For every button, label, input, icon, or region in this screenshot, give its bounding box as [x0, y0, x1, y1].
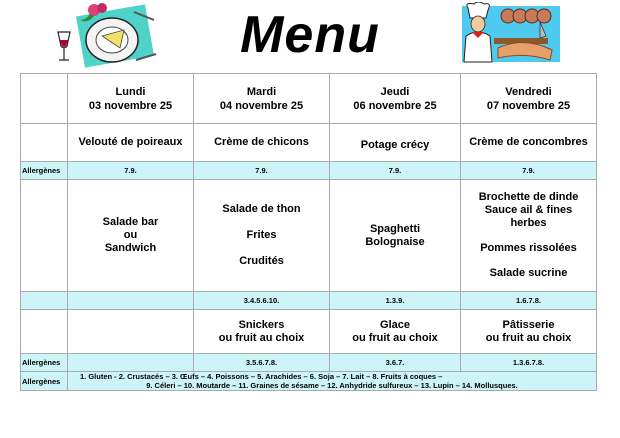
- dessert-allergens-row: [21, 354, 597, 372]
- dessert-line: ou fruit au choix: [352, 331, 438, 344]
- allergen-legend-row: [21, 372, 597, 391]
- day-name: Lundi: [115, 85, 146, 98]
- allergens-label: Allergènes: [21, 354, 68, 372]
- main-line: ou: [123, 229, 138, 241]
- soup-allergens-jeudi: 7.9.: [330, 162, 461, 180]
- soup-allergens-lundi: 7.9.: [68, 162, 194, 180]
- row-label-cell: [21, 310, 68, 354]
- soup-vendredi: Crème de concombres: [461, 124, 597, 162]
- main-line: Sandwich: [104, 242, 157, 254]
- dessert-allergens-mardi: 3.5.6.7.8.: [194, 354, 330, 372]
- day-date: 03 novembre 25: [88, 99, 173, 112]
- dessert-line: Glace: [380, 318, 410, 331]
- main-line: herbes: [510, 217, 547, 229]
- dessert-jeudi: [330, 310, 461, 354]
- dessert-row: [21, 310, 597, 354]
- legend-line: 1. Gluten - 2. Crustacés – 3. Œufs – 4. Poissons – 5. Arachides – 6. Soja – 7. Lait – 8. Fruits à coques –: [80, 372, 443, 381]
- main-allergens-row: [21, 292, 597, 310]
- main-vendredi: [461, 180, 597, 292]
- main-allergens-lundi: [68, 292, 194, 310]
- main-allergens-jeudi: 1.3.9.: [330, 292, 461, 310]
- soup-allergens-vendredi: 7.9.: [461, 162, 597, 180]
- soup-allergens-row: [21, 162, 597, 180]
- dessert-line: Snickers: [238, 318, 285, 331]
- main-course-row: [21, 180, 597, 292]
- day-header-jeudi: [330, 74, 461, 124]
- main-line: Spaghetti: [369, 222, 421, 235]
- day-name: Mardi: [246, 85, 277, 98]
- dessert-line: ou fruit au choix: [485, 331, 572, 344]
- main-line: Pommes rissolées: [480, 242, 577, 254]
- header-row: [21, 74, 597, 124]
- dessert-line: ou fruit au choix: [218, 331, 305, 344]
- soup-row: [21, 124, 597, 162]
- soup-lundi: Velouté de poireaux: [68, 124, 194, 162]
- day-date: 06 novembre 25: [353, 99, 437, 112]
- dessert-allergens-lundi: [68, 354, 194, 372]
- day-header-lundi: [68, 74, 194, 124]
- dessert-line: Pâtisserie: [502, 318, 555, 331]
- main-jeudi: [330, 180, 461, 292]
- corner-cell: [21, 74, 68, 124]
- menu-table: [20, 73, 597, 391]
- soup-jeudi: Potage crécy: [330, 124, 461, 162]
- main-line: Salade bar: [102, 216, 159, 228]
- allergens-label: Allergènes: [21, 162, 68, 180]
- main-mardi: [194, 180, 330, 292]
- dessert-lundi: [68, 310, 194, 354]
- chef-clipart: [454, 2, 566, 68]
- day-date: 07 novembre 25: [486, 99, 571, 112]
- dessert-vendredi: [461, 310, 597, 354]
- main-line: Bolognaise: [365, 235, 425, 248]
- day-header-vendredi: [461, 74, 597, 124]
- day-name: Vendredi: [505, 85, 552, 98]
- page-title: Menu: [240, 6, 380, 64]
- dessert-mardi: [194, 310, 330, 354]
- main-line: Sauce ail & fines: [484, 204, 573, 216]
- main-line: Crudités: [239, 255, 284, 267]
- day-header-mardi: [194, 74, 330, 124]
- row-label-cell: [21, 124, 68, 162]
- main-allergens-mardi: 3.4.5.6.10.: [194, 292, 330, 310]
- soup-allergens-mardi: 7.9.: [194, 162, 330, 180]
- soup-mardi: Crème de chicons: [194, 124, 330, 162]
- allergens-label: Allergènes: [21, 372, 68, 391]
- day-date: 04 novembre 25: [219, 99, 304, 112]
- main-line: Brochette de dinde: [478, 191, 579, 203]
- day-name: Jeudi: [380, 85, 410, 98]
- main-lundi: [68, 180, 194, 292]
- dessert-allergens-jeudi: 3.6.7.: [330, 354, 461, 372]
- allergen-legend: [68, 372, 597, 391]
- main-line: Frites: [246, 229, 277, 241]
- dessert-allergens-vendredi: 1.3.6.7.8.: [461, 354, 597, 372]
- legend-line: 9. Céleri – 10. Moutarde – 11. Graines de sésame – 12. Anhydride sulfureux – 13. Lupin – 14. Mollusques.: [146, 381, 518, 390]
- main-allergens-vendredi: 1.6.7.8.: [461, 292, 597, 310]
- row-label-cell: [21, 180, 68, 292]
- row-label-cell: [21, 292, 68, 310]
- main-line: Salade sucrine: [489, 267, 568, 279]
- main-line: Salade de thon: [222, 203, 301, 215]
